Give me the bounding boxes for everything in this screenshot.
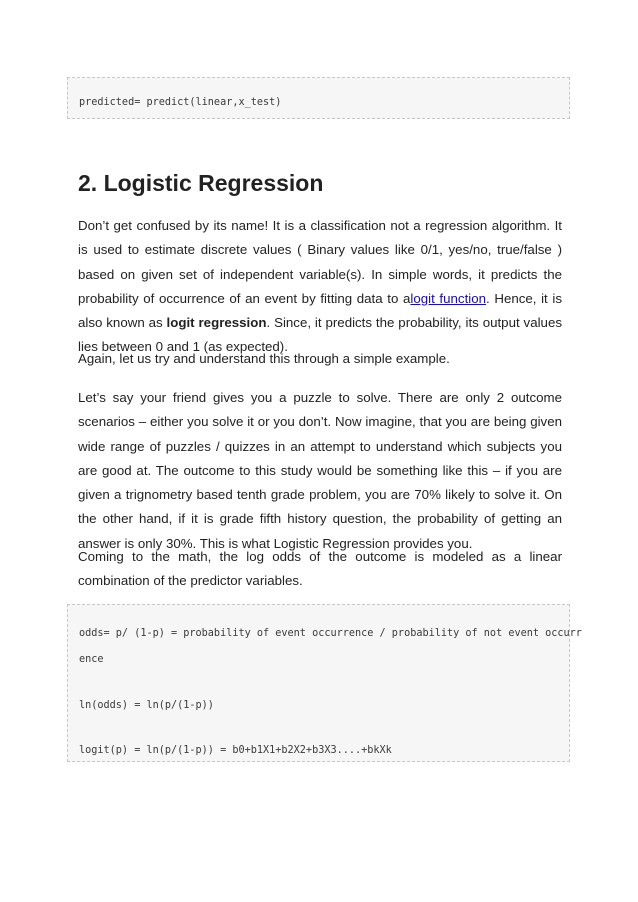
code-block-odds [67, 604, 582, 762]
logit-function-link[interactable]: logit function [410, 290, 487, 306]
paragraph-text: . Hence, it is also known as [78, 290, 562, 331]
paragraph-example: Let’s say your friend gives you a puzzle to solve. There are only 2 outcome scenarios – either you solve it or you don’t. Now imagine, that you are being given wide range of puzzles / quizzes in an attempt to understand which subjects you are good at. The outcome to this study would be something like this – if you are given a trignometry based tenth grade problem, you are 70% likely to solve it. On the other hand, if it is grade fifth history question, the probability of getting an answer is only 30%. This is what Logistic Regression provides you. [78, 390, 562, 551]
paragraph-text: Don’t get confused by its name! It is a classification not a regression algorithm. It is used to estimate discrete values ( Binary values like 0/1, yes/no, true/false ) based on given set of independent variable(s). In simple words, it predicts the probability of occurrence of an event by fitting data to a [78, 218, 562, 306]
paragraph-example-intro: Again, let us try and understand this through a simple example. [78, 351, 450, 366]
paragraph-intro [78, 214, 562, 360]
code-line: predicted= predict(linear,x_test) [79, 97, 282, 108]
code-line: ence [79, 654, 104, 665]
code-line: ln(odds) = ln(p/(1-p)) [79, 700, 214, 711]
code-block-predict [67, 77, 570, 119]
bold-term: logit regression [166, 315, 267, 331]
code-line: logit(p) = ln(p/(1-p)) = b0+b1X1+b2X2+b3X3....+bkXk [79, 745, 392, 756]
section-heading: 2. Logistic Regression [78, 170, 324, 196]
paragraph-math: Coming to the math, the log odds of the outcome is modeled as a linear combination of the predictor variables. [78, 549, 562, 589]
code-line: odds= p/ (1-p) = probability of event occurrence / probability of not event occurr [79, 628, 582, 639]
paragraph-text: . Since, it predicts the probability, its output values lies between 0 and 1 (as expected). [78, 315, 562, 355]
